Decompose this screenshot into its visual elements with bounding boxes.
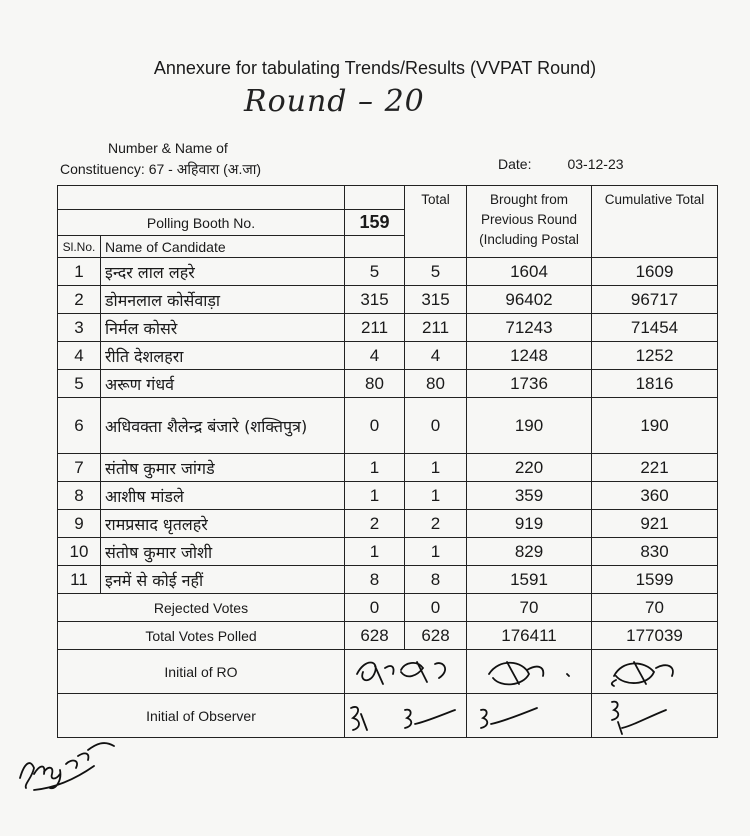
- total-votes: 4: [405, 342, 467, 370]
- rejected-label: Rejected Votes: [58, 594, 345, 622]
- cumulative-votes: 921: [592, 510, 718, 538]
- results-table: [57, 185, 718, 738]
- candidate-row: [58, 286, 718, 314]
- booth-votes: 4: [345, 342, 405, 370]
- candidate-name: इनमें से कोई नहीं: [101, 566, 345, 594]
- candidate-row: [58, 454, 718, 482]
- initial-observer-label: Initial of Observer: [58, 694, 345, 738]
- sl-no: 6: [58, 398, 101, 454]
- observer-signature-cell-3: [592, 694, 718, 738]
- candidate-row: [58, 538, 718, 566]
- sl-no: 4: [58, 342, 101, 370]
- date-value: 03-12-23: [567, 156, 624, 172]
- candidate-row: [58, 566, 718, 594]
- header-cumulative: Cumulative Total: [592, 186, 718, 258]
- booth-votes: 1: [345, 538, 405, 566]
- candidate-name: इन्दर लाल लहरे: [101, 258, 345, 286]
- cumulative-votes: 190: [592, 398, 718, 454]
- cumulative-votes: 1599: [592, 566, 718, 594]
- date-block: [498, 156, 660, 172]
- rejected-booth: 0: [345, 594, 405, 622]
- total-votes: 80: [405, 370, 467, 398]
- header-slno: Sl.No.: [58, 236, 101, 258]
- observer-signature: [345, 694, 467, 738]
- total-votes: 211: [405, 314, 467, 342]
- sl-no: 7: [58, 454, 101, 482]
- booth-votes: 5: [345, 258, 405, 286]
- total-votes: 1: [405, 454, 467, 482]
- sl-no: 5: [58, 370, 101, 398]
- ro-signature: [345, 650, 467, 694]
- booth-votes: 1: [345, 454, 405, 482]
- cumulative-votes: 96717: [592, 286, 718, 314]
- initial-ro-label: Initial of RO: [58, 650, 345, 694]
- booth-votes: 2: [345, 510, 405, 538]
- total-polled-cumulative: 177039: [592, 622, 718, 650]
- brought-forward-votes: 829: [467, 538, 592, 566]
- sl-no: 3: [58, 314, 101, 342]
- candidate-rows: [58, 258, 718, 594]
- total-votes: 2: [405, 510, 467, 538]
- candidate-name: अरूण गंधर्व: [101, 370, 345, 398]
- candidate-row: [58, 510, 718, 538]
- sl-no: 2: [58, 286, 101, 314]
- ro-signature: [592, 650, 718, 694]
- header-booth-blank: [345, 186, 405, 210]
- rejected-cumulative: 70: [592, 594, 718, 622]
- booth-votes: 211: [345, 314, 405, 342]
- observer-signature: [467, 694, 592, 738]
- cumulative-votes: 830: [592, 538, 718, 566]
- booth-votes: 315: [345, 286, 405, 314]
- total-votes: 5: [405, 258, 467, 286]
- total-polled-total: 628: [405, 622, 467, 650]
- total-votes: 315: [405, 286, 467, 314]
- total-polled-brought: 176411: [467, 622, 592, 650]
- ro-signature-cell-1: [345, 650, 467, 694]
- candidate-name: अधिवक्ता शैलेन्द्र बंजारे (शक्तिपुत्र): [101, 398, 345, 454]
- total-votes: 1: [405, 482, 467, 510]
- cumulative-votes: 1816: [592, 370, 718, 398]
- candidate-row: [58, 398, 718, 454]
- booth-votes: 1: [345, 482, 405, 510]
- header-candidate: Name of Candidate: [101, 236, 345, 258]
- cumulative-votes: 1252: [592, 342, 718, 370]
- observer-signature-cell-2: [467, 694, 592, 738]
- candidate-name: निर्मल कोसरे: [101, 314, 345, 342]
- booth-votes: 0: [345, 398, 405, 454]
- booth-votes: 80: [345, 370, 405, 398]
- brought-forward-votes: 1591: [467, 566, 592, 594]
- total-polled-booth: 628: [345, 622, 405, 650]
- candidate-row: [58, 342, 718, 370]
- header-total: Total: [405, 186, 467, 258]
- constituency-line1: Number & Name of: [108, 140, 228, 156]
- total-votes: 1: [405, 538, 467, 566]
- candidate-name: रामप्रसाद धृतलहरे: [101, 510, 345, 538]
- observer-signature: [592, 694, 718, 738]
- header-booth-blank-2: [345, 236, 405, 258]
- ro-signature: [467, 650, 592, 694]
- candidate-row: [58, 482, 718, 510]
- constituency-line2: Constituency: 67 - अहिवारा (अ.जा): [60, 161, 262, 177]
- cumulative-votes: 360: [592, 482, 718, 510]
- brought-forward-votes: 71243: [467, 314, 592, 342]
- sl-no: 11: [58, 566, 101, 594]
- cumulative-votes: 71454: [592, 314, 718, 342]
- total-polled-label: Total Votes Polled: [58, 622, 345, 650]
- date-label: Date:: [498, 156, 532, 172]
- total-votes: 0: [405, 398, 467, 454]
- brought-forward-votes: 1604: [467, 258, 592, 286]
- header-blank: [58, 186, 345, 210]
- brought-forward-votes: 1248: [467, 342, 592, 370]
- constituency-block: [60, 138, 261, 180]
- sl-no: 8: [58, 482, 101, 510]
- brought-forward-votes: 190: [467, 398, 592, 454]
- candidate-name: रीति देशलहरा: [101, 342, 345, 370]
- candidate-name: आशीष मांडले: [101, 482, 345, 510]
- header-polling-booth: Polling Booth No.: [58, 210, 345, 236]
- brought-forward-votes: 359: [467, 482, 592, 510]
- observer-signature-cell-1: [345, 694, 467, 738]
- sl-no: 1: [58, 258, 101, 286]
- brought-forward-votes: 1736: [467, 370, 592, 398]
- handwritten-signature: [14, 730, 134, 800]
- total-votes: 8: [405, 566, 467, 594]
- cumulative-votes: 1609: [592, 258, 718, 286]
- ro-signature-cell-3: [592, 650, 718, 694]
- candidate-name: संतोष कुमार जांगडे: [101, 454, 345, 482]
- round-label: Round – 20: [244, 84, 425, 119]
- sl-no: 9: [58, 510, 101, 538]
- candidate-row: [58, 258, 718, 286]
- rejected-brought: 70: [467, 594, 592, 622]
- document-title: Annexure for tabulating Trends/Results (VVPAT Round): [153, 58, 597, 78]
- brought-forward-votes: 220: [467, 454, 592, 482]
- rejected-total: 0: [405, 594, 467, 622]
- header-booth-number: 159: [345, 210, 405, 236]
- candidate-row: [58, 370, 718, 398]
- brought-forward-votes: 919: [467, 510, 592, 538]
- sl-no: 10: [58, 538, 101, 566]
- header-brought-from: Brought from Previous Round (Including Postal: [467, 186, 592, 258]
- cumulative-votes: 221: [592, 454, 718, 482]
- candidate-row: [58, 314, 718, 342]
- brought-forward-votes: 96402: [467, 286, 592, 314]
- booth-votes: 8: [345, 566, 405, 594]
- candidate-name: संतोष कुमार जोशी: [101, 538, 345, 566]
- ro-signature-cell-2: [467, 650, 592, 694]
- candidate-name: डोमनलाल कोर्सेवाड़ा: [101, 286, 345, 314]
